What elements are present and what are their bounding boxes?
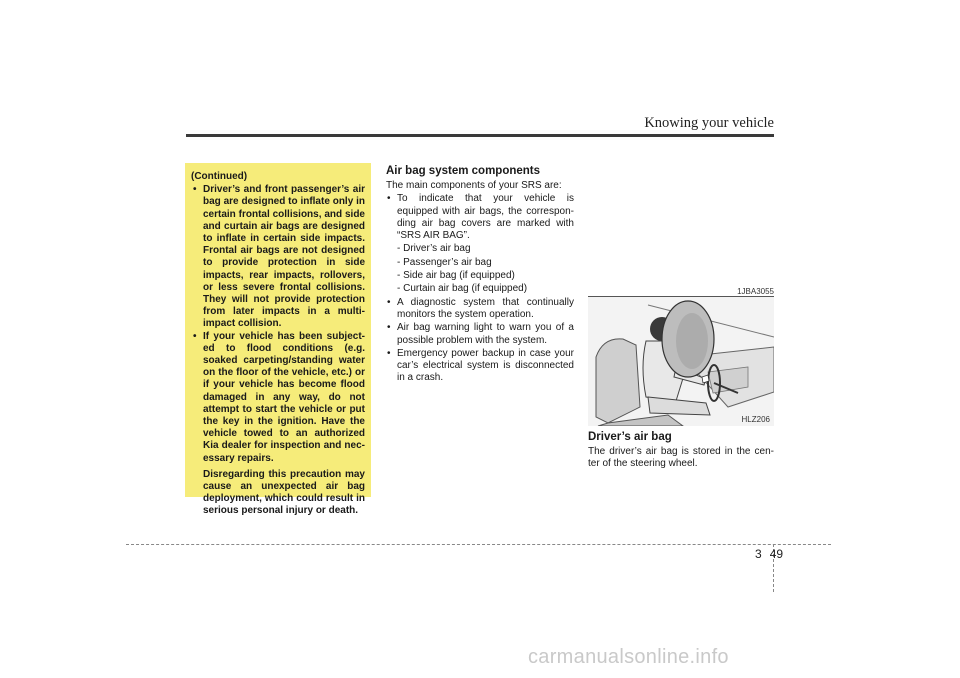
header-rule: [186, 134, 774, 137]
warning-closing: Disregarding this precaution may cause an unexpected air bag deployment, which could result in serious personal injury or death.: [203, 468, 365, 517]
chapter-number: 3: [755, 547, 762, 561]
component-bullet: • Emergency power backup in case your car’s electrical system is disconnected in a crash.: [386, 348, 574, 385]
components-heading: Air bag system components: [386, 165, 541, 177]
figure-id: 1JBA3055: [737, 287, 774, 296]
components-intro: The main components of your SRS are:: [386, 180, 562, 191]
warning-box: [185, 163, 371, 517]
section-title: Knowing your vehicle: [644, 115, 774, 131]
footer-rule: [126, 544, 831, 545]
component-sub-item: - Curtain air bag (if equipped): [397, 283, 528, 295]
continued-label: (Continued): [191, 171, 248, 182]
component-bullet: • To indicate that your vehicle is equipped with air bags, the correspon-ding air bag covers are marked with “SRS AIR BAG”.: [386, 193, 574, 242]
drivers-airbag-section: [588, 430, 774, 471]
watermark: carmanualsonline.info: [528, 646, 729, 668]
components-section: [386, 164, 574, 385]
component-sub-item: - Passenger’s air bag: [397, 256, 492, 268]
component-bullet: • Air bag warning light to warn you of a possible problem with the system.: [386, 322, 574, 347]
component-sub-item: - Driver’s air bag: [397, 243, 471, 255]
airbag-illustration: [588, 296, 774, 426]
warning-item: • If your vehicle has been subject-ed to flood conditions (e.g. soaked carpeting/standing water on the floor of the vehicle, etc.) or if your vehicle has become flood damaged in any way, do not attempt to start the vehicle or put the key in the ignition. Have the vehicle towed to an authorized Kia dealer for inspection and nec-essary repairs.: [191, 331, 365, 465]
page-number-value: 49: [769, 547, 784, 561]
figure-code: HLZ206: [741, 415, 770, 424]
drivers-airbag-text: The driver’s air bag is stored in the cen-ter of the steering wheel.: [588, 446, 774, 470]
component-sub-item: - Side air bag (if equipped): [397, 270, 515, 282]
warning-item: • Driver’s and front passenger’s air bag are designed to inflate only in certain frontal collisions, and side and curtain air bags are designed to inflate in certain side impacts. Frontal air bags are not designed to provide protection in side impacts, rear impacts, rollovers, or less severe frontal collisions. They will not provide protection from later impacts in a multi-impact collision.: [191, 184, 365, 330]
driver-airbag-drawing: [588, 297, 774, 426]
page-number: [755, 547, 783, 561]
component-bullet: • A diagnostic system that continually monitors the system operation.: [386, 297, 574, 322]
drivers-airbag-heading: Driver’s air bag: [588, 431, 672, 443]
